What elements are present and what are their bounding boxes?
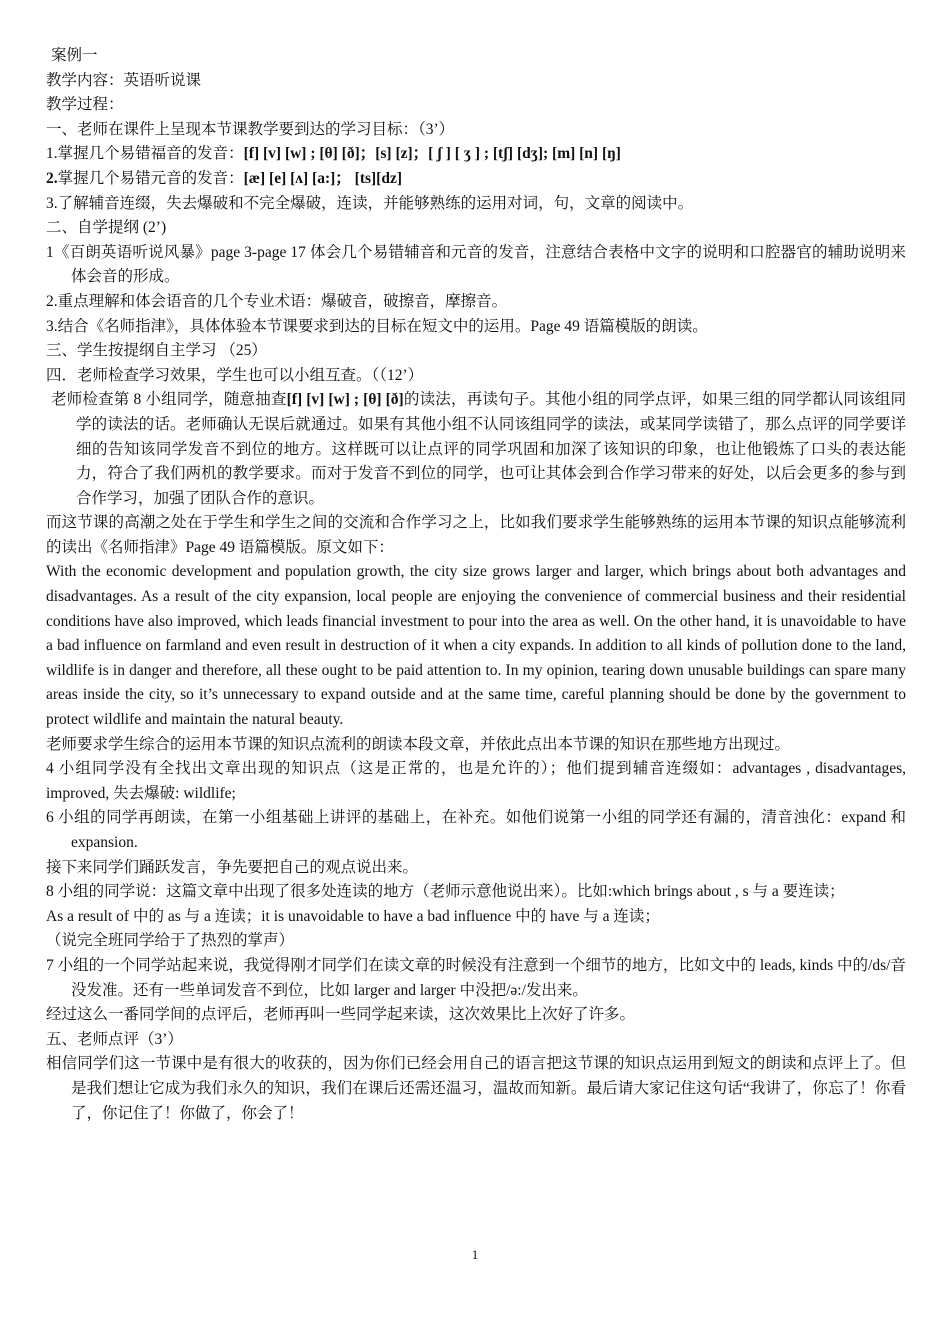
- document-body: [46, 44, 906, 1126]
- group-7-comment: 7 小组的一个同学站起来说，我觉得刚才同学们在读文章的时候没有注意到一个细节的地方，比如文中的 leads, kinds 中的/ds/音没发准。还有一些单词发音不到位，比如 larger and larger 中没把/ə:/发出来。: [46, 956, 906, 999]
- after-review: 经过这么一番同学间的点评后，老师再叫一些同学起来读，这次效果比上次好了许多。: [46, 1006, 636, 1024]
- group-8-comment-cont: As a result of 中的 as 与 a 连读；it is unavoidable to have a bad influence 中的 have 与 a 连读；: [46, 907, 660, 925]
- group-8-comment: 8 小组的同学说：这篇文章中出现了很多处连读的地方（老师示意他说出来）。比如:which brings about , s 与 a 要连读；: [46, 883, 845, 901]
- next-step: 接下来同学们踊跃发言，争先要把自己的观点说出来。: [46, 858, 419, 876]
- goal-2-text: 掌握几个易错元音的发音：: [57, 169, 244, 187]
- goal-3: 3.了解辅音连缀，失去爆破和不完全爆破，连读，并能够熟练的运用对词，句，文章的阅读中。: [46, 194, 694, 212]
- section-4-heading: 四．老师检查学习效果，学生也可以小组互查。（（12’）: [46, 366, 424, 384]
- goal-2-number: 2.: [46, 169, 58, 187]
- goal-2-sounds: [æ] [e] [ʌ] [a:]； [ts][dz]: [243, 169, 403, 187]
- section-5-heading: 五、老师点评（3’）: [46, 1030, 183, 1048]
- teaching-process: 教学过程：: [46, 96, 124, 114]
- outline-1: 1《百朗英语听说风暴》page 3-page 17 体会几个易错辅音和元音的发音，注意结合表格中文字的说明和口腔器官的辅助说明来体会音的形成。: [46, 243, 906, 286]
- applause-note: （说完全班同学给于了热烈的掌声）: [46, 932, 295, 950]
- doc-title: 案例一: [51, 47, 98, 64]
- page-number: 1: [471, 1247, 479, 1262]
- check-text-a: 老师检查第 8 小组同学，随意抽查: [51, 391, 287, 409]
- final-comment: 相信同学们这一节课中是有很大的收获的，因为你们已经会用自己的语言把这节课的知识点运用到短文的朗读和点评上了。但是我们想让它成为我们永久的知识，我们在课后还需还温习，温故而知新。最后请大家记住这句话“我讲了，你忘了！你看了，你记住了！你做了，你会了！: [46, 1055, 906, 1122]
- group-4-comment: 4 小组同学没有全找出文章出现的知识点（这是正常的，也是允许的）；他们提到辅音连缀如：advantages , disadvantages, improved, 失去爆破: wildlife;: [46, 760, 906, 802]
- teaching-content: 教学内容：英语听说课: [46, 71, 202, 89]
- goal-1-sounds: [f] [v] [w] ; [θ] [ð]；[s] [z]；[ ʃ ] [ ʒ ] ; [tʃ] [dʒ]; [m] [n] [ŋ]: [243, 145, 621, 163]
- check-paragraph: [46, 388, 906, 511]
- outline-2: 2.重点理解和体会语音的几个专业术语：爆破音，破擦音，摩擦音。: [46, 292, 508, 310]
- check-text-b: 的读法，再读句子。其他小组的同学点评，如果三组的同学都认同该组同学的读法的话。老师确认无误后就通过。如果有其他小组不认同该组同学的读法，或某同学读错了，那么点评的同学要详细的告知该同学发音不到位的地方。这样既可以让点评的同学巩固和加深了该知识的印象，也让他锻炼了口头的表达能力，符合了我们两机的教学要求。而对于发音不到位的同学，也可让其体会到合作学习带来的好处，以后会更多的参与到合作学习，加强了团队合作的意识。: [76, 391, 906, 507]
- requirement: 老师要求学生综合的运用本节课的知识点流利的朗读本段文章，并依此点出本节课的知识在那些地方出现过。: [46, 735, 791, 753]
- climax-paragraph: 而这节课的高潮之处在于学生和学生之间的交流和合作学习之上，比如我们要求学生能够熟练的运用本节课的知识点能够流利的读出《名师指津》Page 49 语篇模版。原文如下：: [46, 514, 906, 556]
- goal-2: [46, 167, 906, 192]
- section-2-heading: 二、自学提纲 (2’): [46, 219, 167, 237]
- section-1-heading: 一、老师在课件上呈现本节课教学要到达的学习目标：（3’）: [46, 120, 455, 138]
- goal-1: [46, 142, 906, 167]
- outline-3: 3.结合《名师指津》，具体体验本节课要求到达的目标在短文中的运用。Page 49 语篇模版的朗读。: [46, 317, 708, 335]
- english-passage: With the economic development and population growth, the city size grows larger and larger, which brings about both advantages and disadvantages. As a result of the city expansion, local people are enjoying the convenience of commercial business and their residential conditions have also improved, which leads financial investment to pour into the area as well. On the other hand, it is unavoidable to have a bad influence on farmland and even result in destruction of it when a city expands. In addition to all kinds of pollution done to the land, wildlife is in danger and therefore, all these ought to be paid attention to. In my opinion, tearing down unusable buildings can spare many areas inside the city, so it’s unnecessary to expand outside and at the same time, careful planning should be done by the government to protect wildlife and maintain the natural beauty.: [46, 563, 906, 729]
- goal-1-text: 1.掌握几个易错福音的发音：: [46, 145, 244, 163]
- group-6-comment: 6 小组的同学再朗读，在第一小组基础上讲评的基础上，在补充。如他们说第一小组的同学还有漏的，清音浊化：expand 和 expansion.: [46, 809, 906, 851]
- section-3-heading: 三、学生按提纲自主学习 （25）: [46, 342, 267, 360]
- check-sounds: [f] [v] [w] ; [θ] [ð]: [286, 391, 404, 409]
